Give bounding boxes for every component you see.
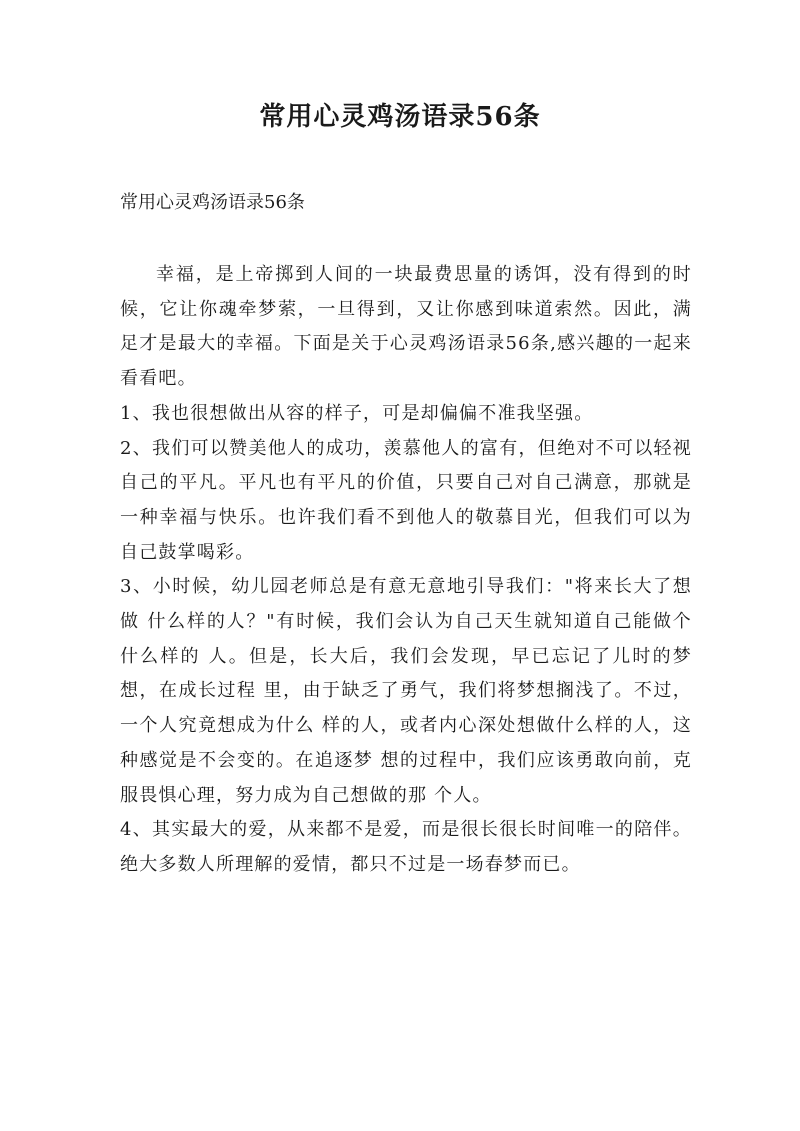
quote-item: 4、其实最大的爱，从来都不是爱，而是很长很长时间唯一的陪伴。绝大多数人所理解的爱情，都只不过是一场春梦而已。: [120, 819, 692, 875]
document-title: 常用心灵鸡汤语录56条: [259, 102, 541, 132]
document-subtitle: 常用心灵鸡汤语录56条: [120, 192, 305, 213]
quote-item: 1、我也很想做出从容的样子，可是却偏偏不准我坚强。: [120, 402, 594, 424]
document-body: [120, 258, 692, 883]
intro-paragraph: 幸福，是上帝掷到人间的一块最费思量的诱饵，没有得到的时候，它让你魂牵梦萦，一旦得到，又让你感到味道索然。因此，满足才是最大的幸福。下面是关于心灵鸡汤语录56条,感兴趣的一起来看看吧。: [120, 264, 692, 390]
quote-item: 3、小时候，幼儿园老师总是有意无意地引导我们："将来长大了想做 什么样的人？"有时候，我们会认为自己天生就知道自己能做个什么样的 人。但是，长大后，我们会发现，早已忘记了儿时的梦想，在成长过程 里，由于缺乏了勇气，我们将梦想搁浅了。不过，一个人究竟想成为什么 样的人，或者内心深处想做什么样的人，这种感觉是不会变的。在追逐梦 想的过程中，我们应该勇敢向前，克服畏惧心理，努力成为自己想做的那 个人。: [120, 576, 692, 806]
quote-item: 2、我们可以赞美他人的成功，羡慕他人的富有，但绝对不可以轻视自己的平凡。平凡也有平凡的价值，只要自己对自己满意，那就是一种幸福与快乐。也许我们看不到他人的敬慕目光，但我们可以为自己鼓掌喝彩。: [120, 437, 692, 563]
